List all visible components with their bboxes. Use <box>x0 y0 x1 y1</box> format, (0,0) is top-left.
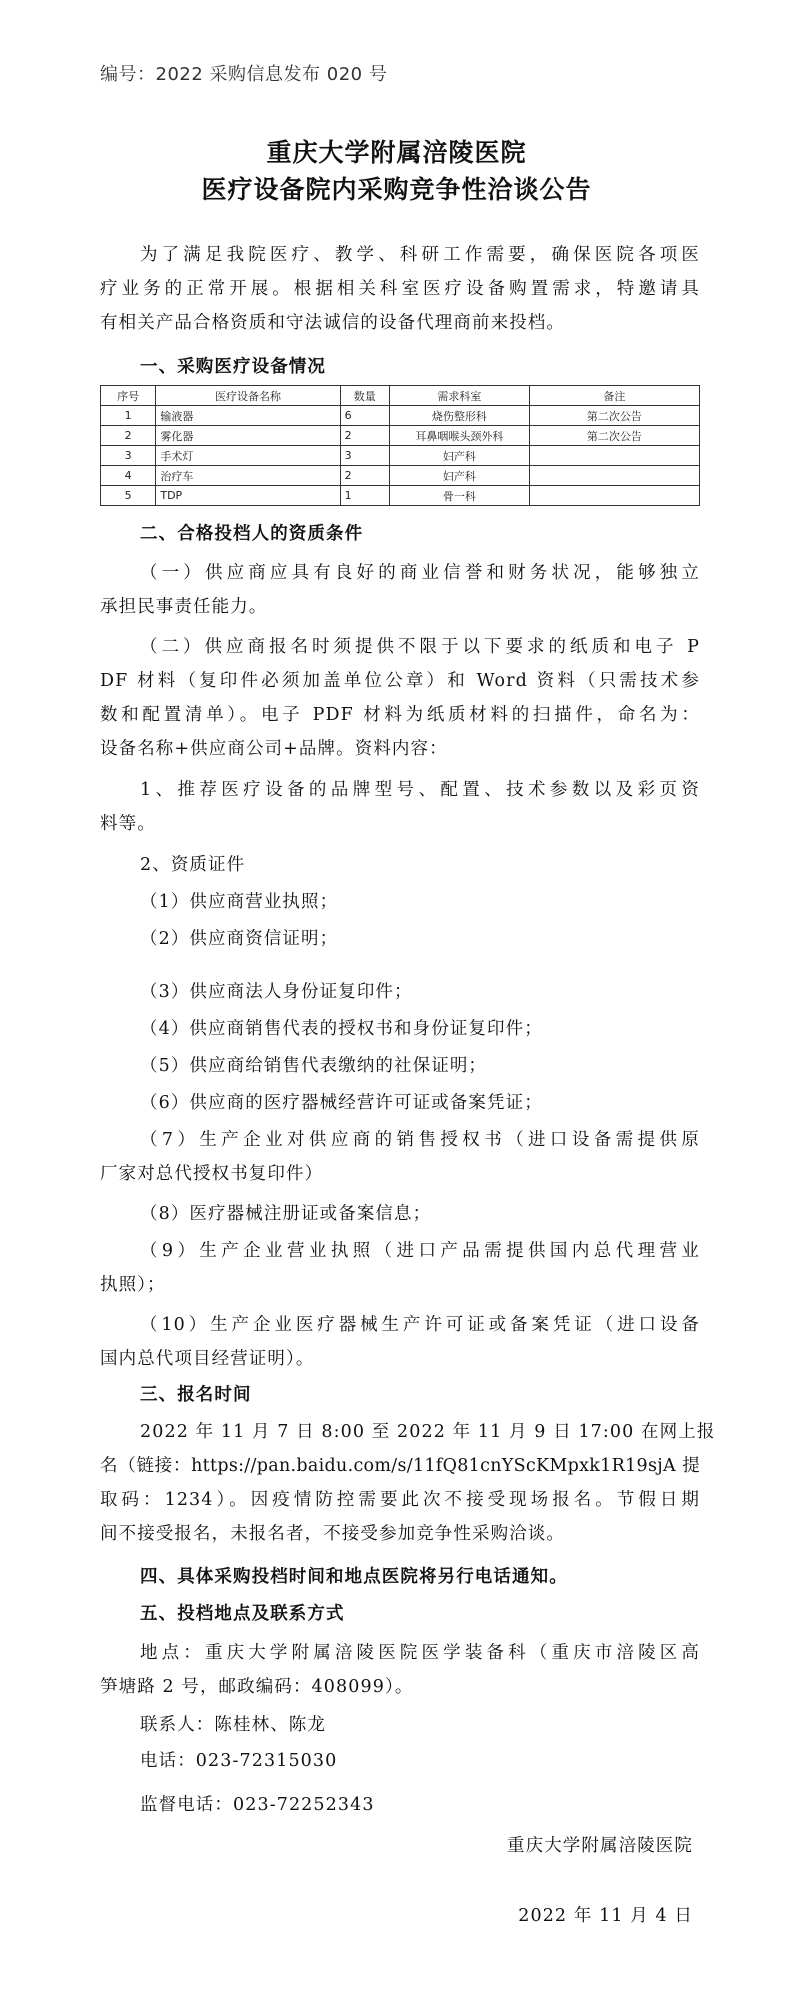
cert-item-8: （8）医疗器械注册证或备案信息； <box>140 1204 432 1224</box>
intro-line-2: 疗业务的正常开展。根据相关科室医疗设备购置需求，特邀请具 <box>100 279 700 299</box>
document-title-line2: 医疗设备院内采购竞争性洽谈公告 <box>201 175 592 204</box>
table-cell: 第二次公告 <box>529 426 699 446</box>
table-cell: 3 <box>101 446 156 466</box>
cert-item-1: （1）供应商营业执照； <box>140 892 339 912</box>
cert-item-3: （3）供应商法人身份证复印件； <box>140 982 413 1002</box>
table-header: 数量 <box>340 386 389 406</box>
s2-p2-line-3: 数和配置清单）。电子 PDF 材料为纸质材料的扫描件，命名为： <box>100 705 700 725</box>
address-line-1: 地点：重庆大学附属涪陵医院医学装备科（重庆市涪陵区高 <box>140 1643 700 1663</box>
s2-item1-line-1: 1、推荐医疗设备的品牌型号、配置、技术参数以及彩页资 <box>140 780 700 800</box>
cert-item-10-line-1: （10）生产企业医疗器械生产许可证或备案凭证（进口设备 <box>140 1315 700 1335</box>
table-row <box>101 406 700 426</box>
table-cell: 1 <box>340 486 389 506</box>
intro-line-3: 有相关产品合格资质和守法诚信的设备代理商前来投档。 <box>100 313 565 333</box>
table-cell: 第二次公告 <box>529 406 699 426</box>
supervise-phone: 监督电话：023-72252343 <box>140 1795 375 1815</box>
table-row <box>101 486 700 506</box>
table-cell <box>529 466 699 486</box>
table-header: 需求科室 <box>389 386 529 406</box>
table-cell: 2 <box>340 466 389 486</box>
section2-heading: 二、合格投档人的资质条件 <box>140 524 364 544</box>
cert-item-9-line-1: （9）生产企业营业执照（进口产品需提供国内总代理营业 <box>140 1241 700 1261</box>
document-title-line1: 重庆大学附属涪陵医院 <box>266 138 527 167</box>
cert-item-10-line-2: 国内总代项目经营证明）。 <box>100 1349 315 1369</box>
table-cell: TDP <box>156 486 340 506</box>
s2-p2-line-2: DF 材料（复印件必须加盖单位公章）和 Word 资料（只需技术参 <box>100 671 700 691</box>
intro-line-1: 为了满足我院医疗、教学、科研工作需要，确保医院各项医 <box>140 245 700 265</box>
table-cell <box>529 446 699 466</box>
cert-item-4: （4）供应商销售代表的授权书和身份证复印件； <box>140 1019 543 1039</box>
cert-item-7-line-1: （7）生产企业对供应商的销售授权书（进口设备需提供原 <box>140 1130 700 1150</box>
section1-heading: 一、采购医疗设备情况 <box>140 357 326 377</box>
contact-person: 联系人：陈桂林、陈龙 <box>140 1715 326 1735</box>
table-cell: 4 <box>101 466 156 486</box>
table-cell: 治疗车 <box>156 466 340 486</box>
table-cell: 6 <box>340 406 389 426</box>
table-row <box>101 446 700 466</box>
s2-item2: 2、资质证件 <box>140 855 246 875</box>
s2-p1-line-2: 承担民事责任能力。 <box>100 597 268 617</box>
s2-p1-line-1: （一）供应商应具有良好的商业信誉和财务状况，能够独立 <box>140 563 700 583</box>
date: 2022 年 11 月 4 日 <box>518 1906 693 1926</box>
cert-item-2: （2）供应商资信证明； <box>140 929 339 949</box>
s2-item1-line-2: 料等。 <box>100 814 156 834</box>
table-cell: 雾化器 <box>156 426 340 446</box>
table-cell: 2 <box>340 426 389 446</box>
table-cell: 2 <box>101 426 156 446</box>
s3-line-3: 取码：1234）。因疫情防控需要此次不接受现场报名。节假日期 <box>100 1490 700 1510</box>
table-cell: 骨一科 <box>389 486 529 506</box>
table-header: 序号 <box>101 386 156 406</box>
table-cell: 1 <box>101 406 156 426</box>
table-cell: 妇产科 <box>389 466 529 486</box>
table-cell: 3 <box>340 446 389 466</box>
table-cell: 手术灯 <box>156 446 340 466</box>
table-cell: 5 <box>101 486 156 506</box>
table-cell: 输液器 <box>156 406 340 426</box>
table-row <box>101 466 700 486</box>
cert-item-6: （6）供应商的医疗器械经营许可证或备案凭证； <box>140 1093 543 1113</box>
cert-item-5: （5）供应商给销售代表缴纳的社保证明； <box>140 1056 488 1076</box>
equipment-table <box>100 385 700 506</box>
section4-heading: 四、具体采购投档时间和地点医院将另行电话通知。 <box>140 1567 568 1587</box>
cert-item-7-line-2: 厂家对总代授权书复印件） <box>100 1164 324 1184</box>
table-row <box>101 426 700 446</box>
s2-p2-line-4: 设备名称+供应商公司+品牌。资料内容： <box>100 739 448 759</box>
table-cell: 耳鼻咽喉头颈外科 <box>389 426 529 446</box>
address-line-2: 笋塘路 2 号，邮政编码：408099）。 <box>100 1677 414 1697</box>
table-cell <box>529 486 699 506</box>
s3-line-1: 2022 年 11 月 7 日 8:00 至 2022 年 11 月 9 日 17:00 在网上报 <box>140 1422 716 1442</box>
section3-heading: 三、报名时间 <box>140 1385 252 1405</box>
contact-phone: 电话：023-72315030 <box>140 1751 338 1771</box>
s3-line-4: 间不接受报名，未报名者，不接受参加竞争性采购洽谈。 <box>100 1524 565 1544</box>
table-header-row <box>101 386 700 406</box>
table-cell: 妇产科 <box>389 446 529 466</box>
cert-item-9-line-2: 执照）； <box>100 1275 166 1295</box>
signature: 重庆大学附属涪陵医院 <box>507 1836 693 1856</box>
table-header: 医疗设备名称 <box>156 386 340 406</box>
section5-heading: 五、投档地点及联系方式 <box>140 1604 345 1624</box>
document-number: 编号：2022 采购信息发布 020 号 <box>100 64 388 85</box>
s2-p2-line-1: （二）供应商报名时须提供不限于以下要求的纸质和电子 P <box>140 637 700 657</box>
table-cell: 烧伤整形科 <box>389 406 529 426</box>
table-header: 备注 <box>529 386 699 406</box>
s3-line-2: 名（链接：https://pan.baidu.com/s/11fQ81cnYScKMpxk1R19sjA 提 <box>100 1456 700 1476</box>
